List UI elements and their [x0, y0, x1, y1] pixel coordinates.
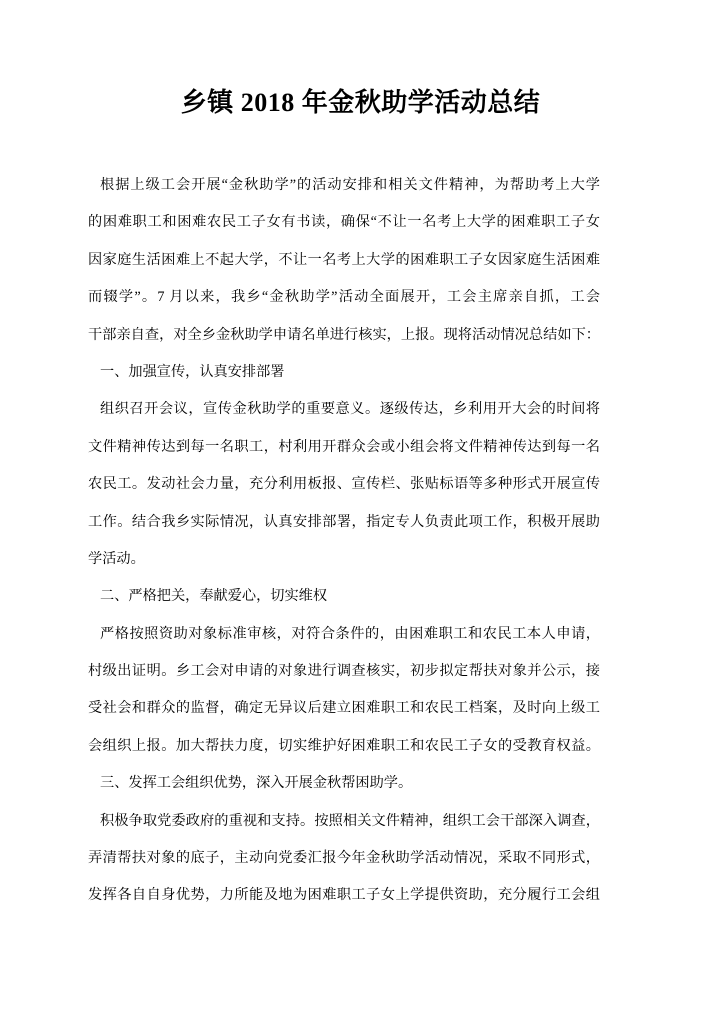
paragraph-line: 组织召开会议，宣传金秋助学的重要意义。逐级传达，乡利用开大会的时间将 [100, 401, 600, 418]
paragraph-line: 的困难职工和困难农民工子女有书读，确保“不让一名考上大学的困难职工子女 [88, 214, 600, 231]
paragraph-line: 农民工。发动社会力量，充分利用板报、宣传栏、张贴标语等多种形式开展宣传 [88, 476, 600, 493]
section-heading-line: 三、发挥工会组织优势，深入开展金秋帮困助学。 [100, 775, 413, 792]
document-body [88, 167, 600, 915]
paragraph-line: 工作。结合我乡实际情况，认真安排部署，指定专人负责此项工作，积极开展助 [88, 513, 600, 530]
paragraph-line: 干部亲自查，对全乡金秋助学申请名单进行核实，上报。现将活动情况总结如下： [88, 326, 600, 343]
document-title: 乡镇 2018 年金秋助学活动总结 [180, 88, 541, 117]
paragraph-line: 会组织上报。加大帮扶力度，切实维护好困难职工和农民工子女的受教育权益。 [88, 737, 600, 754]
paragraph-line: 积极争取党委政府的重视和支持。按照相关文件精神，组织工会干部深入调查， [100, 812, 600, 829]
paragraph-line: 村级出证明。乡工会对申请的对象进行调查核实，初步拟定帮扶对象并公示，接 [88, 663, 600, 680]
paragraph-line: 学活动。 [88, 550, 145, 567]
paragraph-line: 因家庭生活困难上不起大学，不让一名考上大学的困难职工子女因家庭生活困难 [88, 251, 600, 268]
section-heading-line: 一、加强宣传，认真安排部署 [100, 363, 285, 380]
paragraph-line: 弄清帮扶对象的底子，主动向党委汇报今年金秋助学活动情况，采取不同形式， [88, 850, 600, 867]
section-heading-line: 二、严格把关，奉献爱心，切实维权 [100, 588, 328, 605]
paragraph-line: 根据上级工会开展“金秋助学”的活动安排和相关文件精神，为帮助考上大学 [100, 177, 600, 193]
paragraph-line: 受社会和群众的监督，确定无异议后建立困难职工和农民工档案，及时向上级工 [88, 700, 600, 717]
paragraph-line: 文件精神传达到每一名职工，村利用开群众会或小组会将文件精神传达到每一名 [88, 438, 600, 455]
paragraph-line: 发挥各自自身优势，力所能及地为困难职工子女上学提供资助，充分履行工会组 [88, 887, 600, 904]
paragraph-line: 严格按照资助对象标准审核，对符合条件的，由困难职工和农民工本人申请， [100, 625, 600, 642]
paragraph-line: 而辍学”。7 月以来，我乡“金秋助学”活动全面展开，工会主席亲自抓，工会 [88, 289, 600, 306]
